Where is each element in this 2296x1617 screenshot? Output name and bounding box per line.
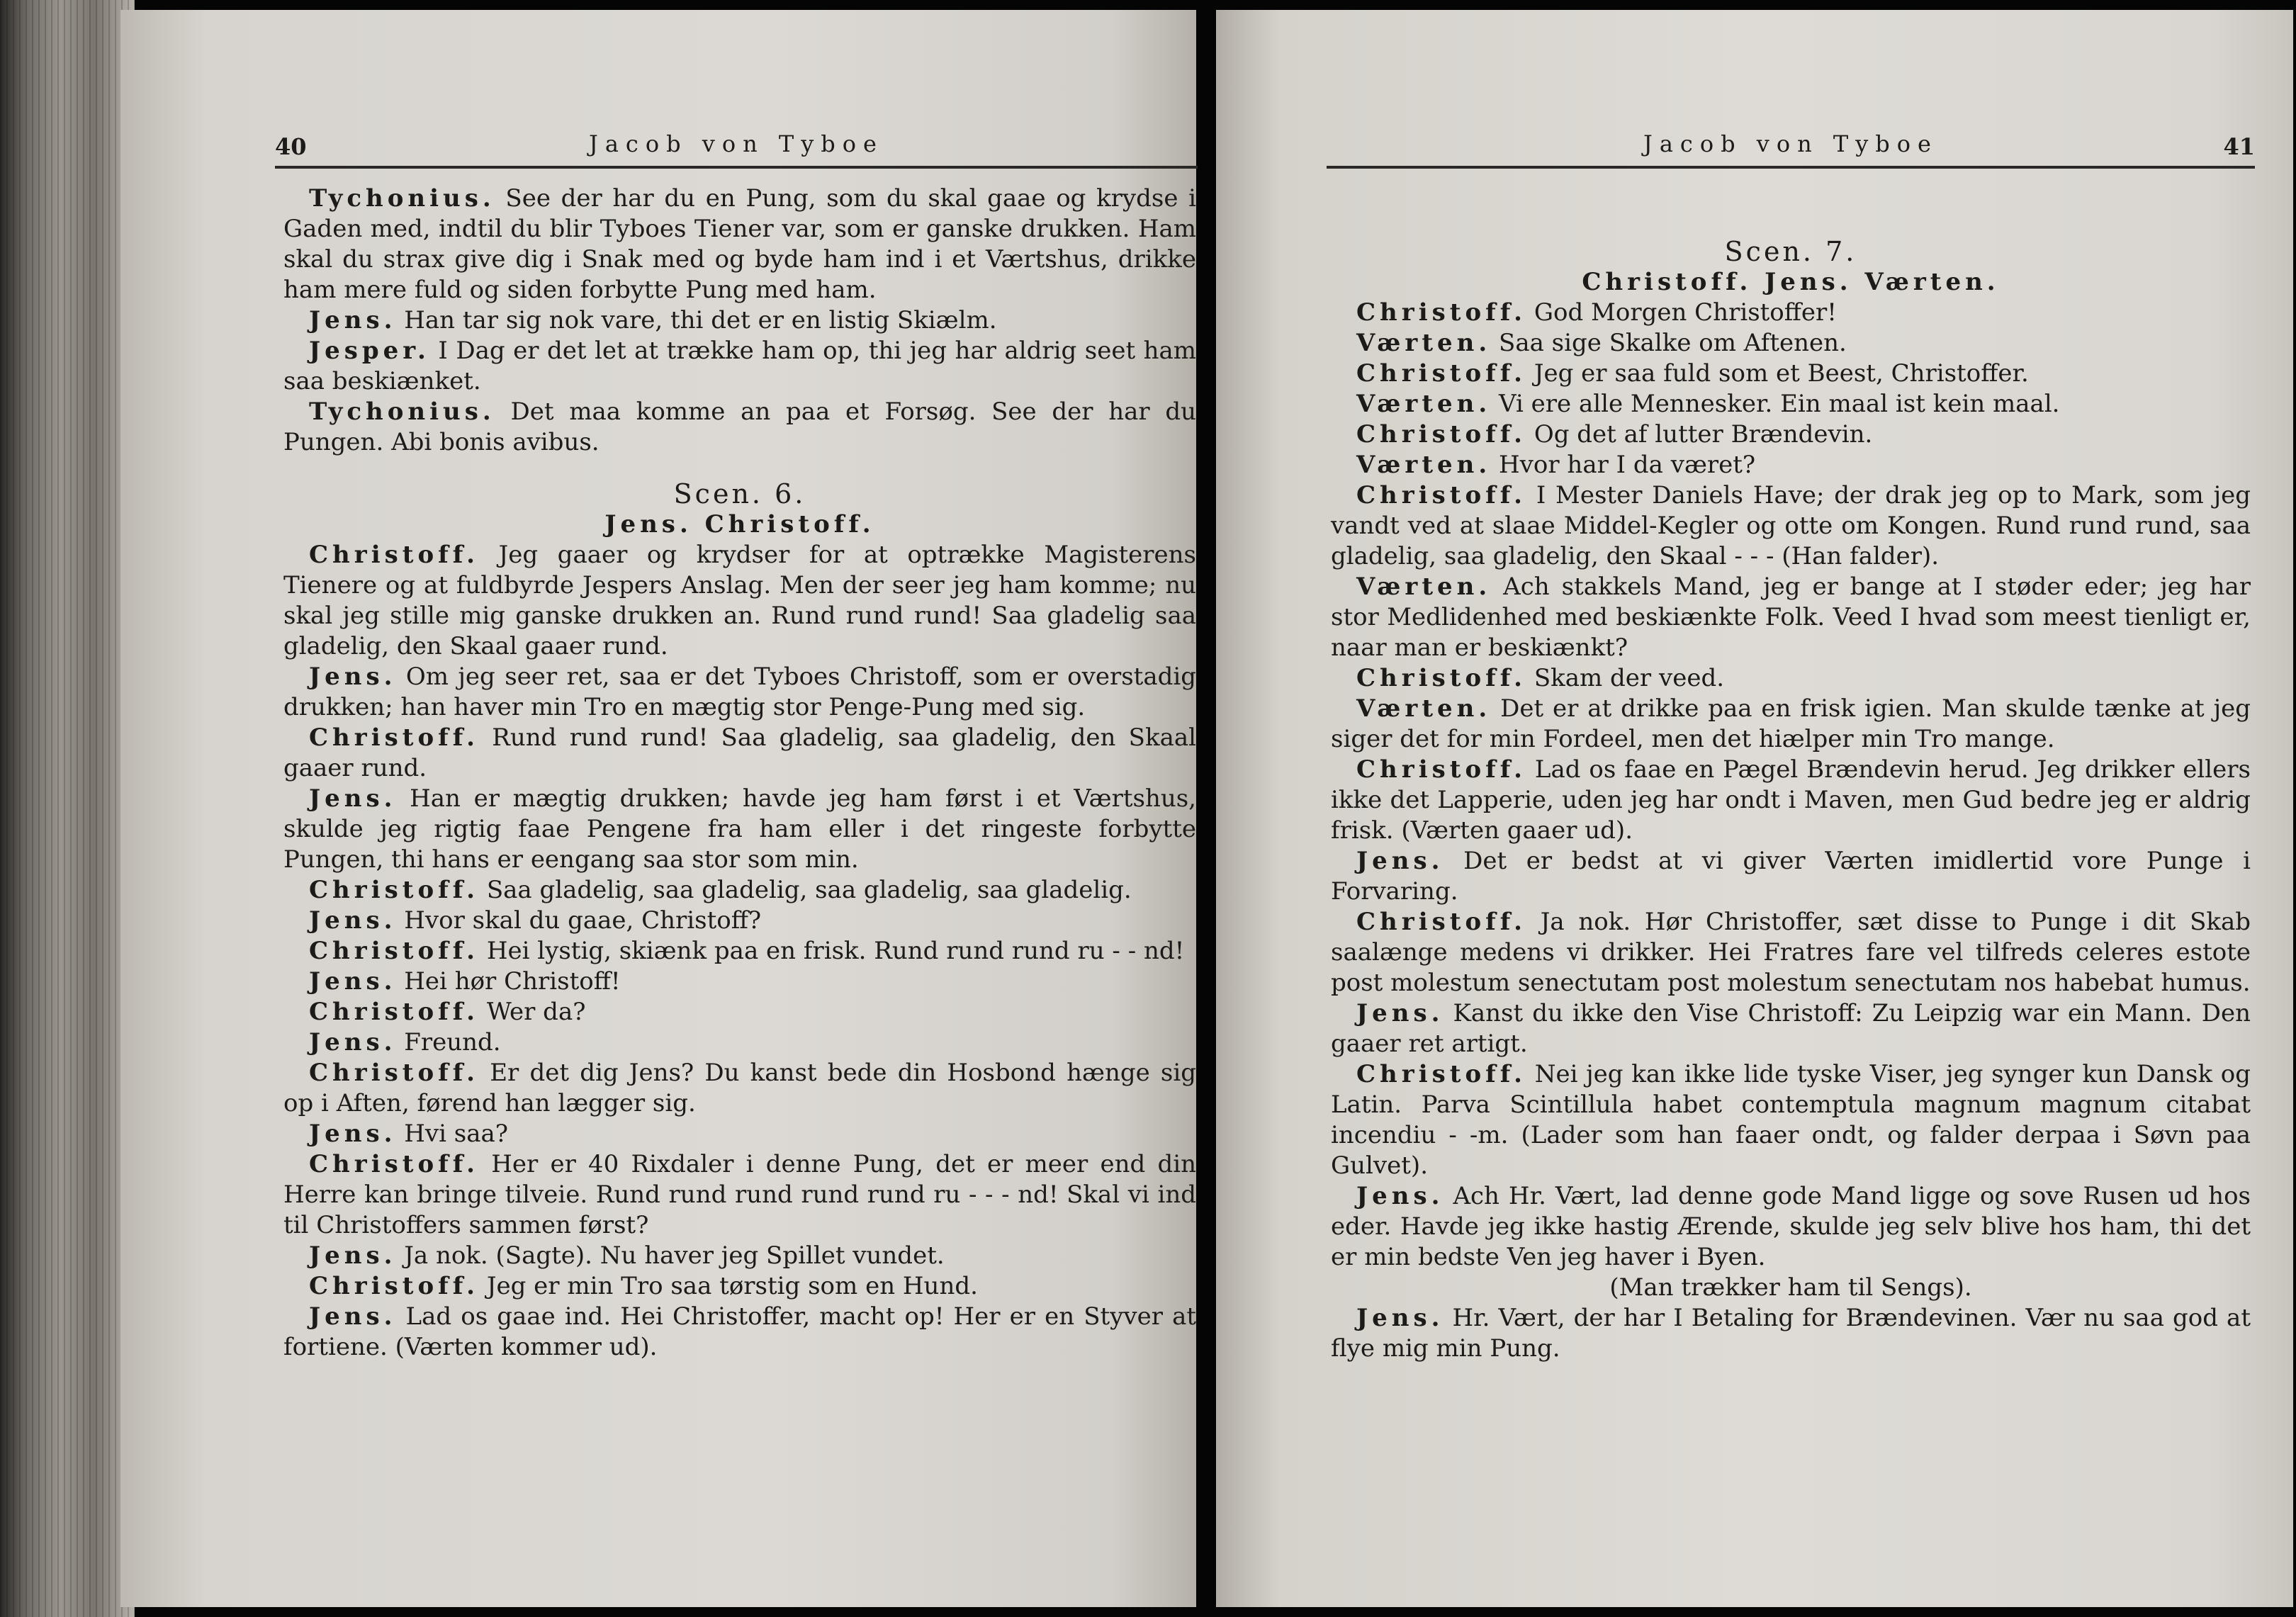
paragraph: Jens. Lad os gaae ind. Hei Christoffer, macht op! Her er en Styver at fortiene. (Værten kommer ud). — [283, 1302, 1197, 1361]
right-page — [1216, 10, 2293, 1607]
left-page-body — [283, 184, 1196, 1363]
paragraph: Jens. Om jeg seer ret, saa er det Tyboes Christoff, som er overstadig drukken; han haver min Tro en mægtig stor Penge-Pung med sig. — [283, 663, 1197, 721]
right-page-body — [1331, 237, 2251, 1364]
paragraph: Christoff. Hei lystig, skiænk paa en frisk. Rund rund rund ru - - nd! — [309, 937, 1185, 965]
paragraph: Tychonius. See der har du en Pung, som du skal gaae og krydse i Gaden med, indtil du blir Tyboes Tiener var, som er ganske drukken. Ham skal du strax give dig i Snak med og byde ham ind i et Værtshus, drikke ham mere fuld og siden forbytte Pung med ham. — [283, 184, 1196, 304]
running-title: Jacob von Tyboe — [589, 130, 884, 157]
paragraph: Christoff. Lad os faae en Pægel Brændevin herud. Jeg drikker ellers ikke det Lapperie, uden jeg har ondt i Maven, men Gud bedre jeg er aldrig frisk. (Værten gaaer ud). — [1331, 755, 2251, 845]
paragraph: Christoff. Rund rund rund! Saa gladelig, saa gladelig, den Skaal gaaer rund. — [283, 723, 1196, 782]
paragraph: Christoff. Er det dig Jens? Du kanst bede din Hosbond hænge sig op i Aften, førend han lægger sig. — [283, 1059, 1197, 1117]
running-title: Jacob von Tyboe — [1643, 130, 1938, 157]
scene-characters: Jens. Christoff. — [604, 510, 875, 539]
paragraph: Værten. Saa sige Skalke om Aftenen. — [1356, 329, 1847, 357]
paragraph: Værten. Ach stakkels Mand, jeg er bange at I støder eder; jeg har stor Medlidenhed med beskiænkte Folk. Veed I hvad som meest tienligt er, naar man er beskiænkt? — [1331, 573, 2251, 662]
book-page-edges — [0, 0, 135, 1617]
paragraph: Jesper. I Dag er det let at trække ham op, thi jeg har aldrig seet ham saa beskiænket. — [283, 337, 1197, 395]
paragraph: Jens. Ach Hr. Vært, lad denne gode Mand ligge og sove Rusen ud hos eder. Havde jeg ikke hastig Ærende, skulde jeg selv blive hos ham, thi det er min bedste Ven jeg haver i Byen. — [1331, 1182, 2251, 1271]
paragraph: Værten. Det er at drikke paa en frisk igien. Man skulde tænke at jeg siger det for min Fordeel, men det hiælper min Tro mange. — [1331, 694, 2251, 753]
paragraph: Jens. Freund. — [309, 1028, 501, 1057]
left-page — [120, 10, 1196, 1607]
scene-characters: Christoff. Jens. Værten. — [1582, 268, 2000, 296]
paragraph: Christoff. Jeg gaaer og krydser for at optrække Magisterens Tienere og at fuldbyrde Jespers Anslag. Men der seer jeg ham komme; nu skal jeg stille mig ganske drukken an. Rund rund rund! Saa gladelig saa gladelig, den Skaal gaaer rund. — [283, 541, 1196, 660]
paragraph: Christoff. Jeg er min Tro saa tørstig som en Hund. — [309, 1272, 978, 1300]
paragraph: Jens. Kanst du ikke den Vise Christoff: Zu Leipzig war ein Mann. Den gaaer ret artigt. — [1331, 999, 2251, 1058]
paragraph: Jens. Han tar sig nok vare, thi det er en listig Skiælm. — [309, 306, 997, 334]
paragraph: Christoff. Jeg er saa fuld som et Beest, Christoffer. — [1356, 359, 2029, 388]
paragraph: Christoff. Saa gladelig, saa gladelig, saa gladelig, saa gladelig. — [309, 876, 1132, 904]
paragraph: Jens. Han er mægtig drukken; havde jeg ham først i et Værtshus, skulde jeg rigtig faae Pengene fra ham eller i det ringeste forbytte Pungen, thi hans er eengang saa stor som min. — [283, 784, 1196, 874]
paragraph: Jens. Hvi saa? — [309, 1120, 508, 1148]
stage-direction: (Man trækker ham til Sengs). — [1609, 1273, 1972, 1302]
page-number: 40 — [275, 133, 307, 160]
paragraph: Christoff. I Mester Daniels Have; der drak jeg op to Mark, som jeg vandt ved at slaae Middel-Kegler og otte om Kongen. Rund rund rund, saa gladelig, saa gladelig, den Skaal - - - (Han falder). — [1331, 481, 2251, 570]
paragraph: Jens. Hr. Vært, der har I Betaling for Brændevinen. Vær nu saa god at flye mig min Pung. — [1331, 1304, 2251, 1363]
paragraph: Jens. Hei hør Christoff! — [309, 967, 621, 996]
paragraph: Tychonius. Det maa komme an paa et Forsøg. See der har du Pungen. Abi bonis avibus. — [283, 398, 1196, 456]
paragraph: Christoff. Ja nok. Hør Christoffer, sæt disse to Punge i dit Skab saalænge medens vi drikker. Hei Fratres fare vel tilfreds celeres estote post molestum senectutam post molestum senectutam nos habebat humus. — [1331, 908, 2251, 997]
paragraph: Christoff. Nei jeg kan ikke lide tyske Viser, jeg synger kun Dansk og Latin. Parva Scintillula habet contemptula magnum magnum citabat incendiu - -m. (Lader som han faaer ondt, og falder derpaa i Søvn paa Gulvet). — [1331, 1060, 2251, 1180]
paragraph: Værten. Hvor har I da været? — [1356, 451, 1756, 479]
paragraph: Christoff. Og det af lutter Brændevin. — [1356, 420, 1873, 449]
paragraph: Christoff. Wer da? — [309, 998, 586, 1026]
scene-heading: Scen. 7. — [1724, 236, 1857, 267]
paragraph: Christoff. Skam der veed. — [1356, 664, 1725, 692]
paragraph: Jens. Hvor skal du gaae, Christoff? — [309, 906, 762, 935]
page-number: 41 — [2223, 133, 2255, 160]
paragraph: Jens. Det er bedst at vi giver Værten imidlertid vore Punge i Forvaring. — [1331, 847, 2251, 906]
paragraph: Christoff. God Morgen Christoffer! — [1356, 298, 1837, 327]
scene-heading: Scen. 6. — [673, 478, 806, 509]
paragraph: Værten. Vi ere alle Mennesker. Ein maal ist kein maal. — [1356, 390, 2060, 418]
right-page-header — [1327, 123, 2255, 169]
paragraph: Christoff. Her er 40 Rixdaler i denne Pung, det er meer end din Herre kan bringe tilveie. Rund rund rund rund rund ru - - - nd! Skal vi ind til Christoffers sammen først? — [283, 1150, 1197, 1239]
paragraph: Jens. Ja nok. (Sagte). Nu haver jeg Spillet vundet. — [309, 1241, 945, 1270]
left-page-header — [275, 123, 1198, 169]
